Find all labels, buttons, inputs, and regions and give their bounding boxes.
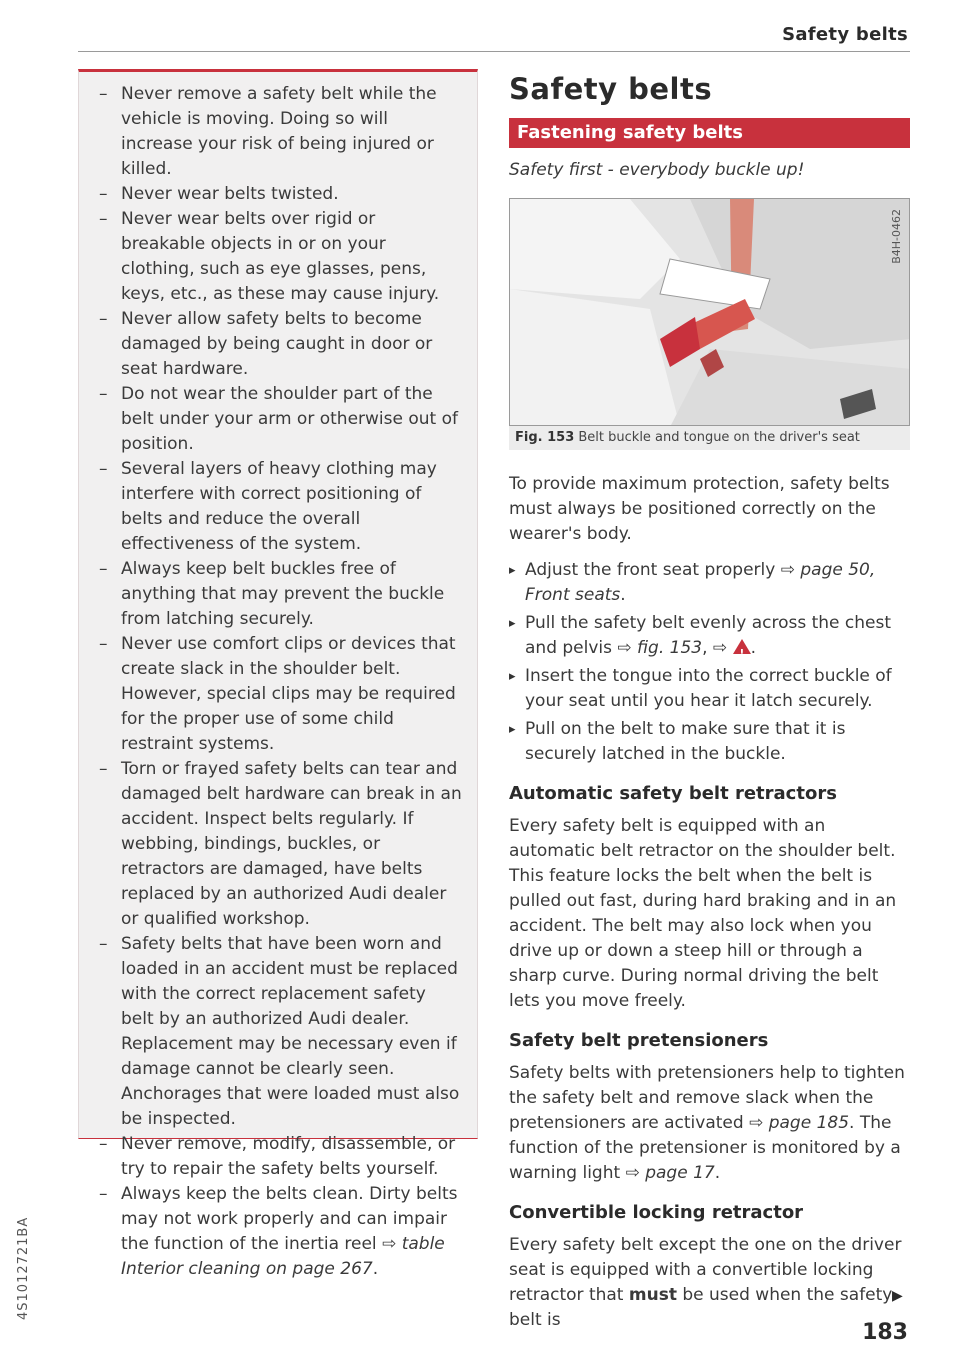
step-item [509, 611, 910, 661]
warning-item: – Never remove a safety belt while the vehicle is moving. Doing so will increase your risk of being injured or killed. [99, 82, 463, 182]
pretensioners-text [509, 1061, 910, 1186]
header-rule [78, 51, 910, 52]
pretensioners-text-b: . The function of the pretensioner is monitored by a warning light [509, 1113, 901, 1183]
convertible-retractor-text [509, 1233, 910, 1333]
page-17-link[interactable]: ⇨ page 17 [625, 1163, 715, 1183]
step-mid: , ⇨ [702, 638, 733, 658]
pretensioners-text-a: Safety belts with pretensioners help to tighten the safety belt and remove slack when the pretensioners are activated [509, 1063, 905, 1133]
front-seats-link[interactable]: ⇨ page 50, Front seats [525, 560, 876, 605]
step-end: . [620, 585, 626, 605]
auto-retractors-text: Every safety belt is equipped with an automatic belt retractor on the shoulder belt. This feature locks the belt when the belt is pulled out fast, during hard braking and in an accident. The belt may also lock when you drive up or down a steep hill or through a sharp curve. During normal driving the belt lets you move freely. [509, 816, 897, 1011]
warning-item: – Never remove, modify, disassemble, or try to repair the safety belts yourself. [99, 1132, 463, 1182]
warning-box [78, 69, 478, 1279]
warning-item: – Never wear belts twisted. [99, 182, 463, 207]
warning-item: – Several layers of heavy clothing may interfere with correct positioning of belts and reduce the overall effectiveness of the system. [99, 457, 463, 557]
convertible-retractor-heading: Convertible locking retractor [509, 1202, 804, 1223]
step-list [509, 558, 910, 767]
page-number: 183 [862, 1320, 908, 1345]
warning-item: – Never allow safety belts to become damaged by being caught in door or seat hardware. [99, 307, 463, 382]
page-185-link[interactable]: ⇨ page 185 [749, 1113, 850, 1133]
warning-item-end: . [372, 1259, 379, 1279]
document-code: 4S1012721BA [16, 1216, 31, 1320]
continue-arrow-icon: ▶ [892, 1288, 903, 1304]
convertible-emphasis: must [628, 1285, 677, 1305]
section-subtitle: Safety first - everybody buckle up! [509, 160, 805, 180]
auto-retractors-heading: Automatic safety belt retractors [509, 783, 837, 804]
step-text: Adjust the front seat properly [525, 560, 781, 580]
warning-item-last [99, 1182, 463, 1282]
warning-item: – Torn or frayed safety belts can tear and damaged belt hardware can break in an accident. Inspect belts regularly. If webbing, bindings, buckles, or retractors are damaged, have belts replaced by an authorized Audi dealer or qualified workshop. [99, 757, 463, 932]
figure-label: Fig. 153 [515, 430, 575, 445]
interior-cleaning-link[interactable]: ⇨ table Interior cleaning on page 267 [121, 1234, 445, 1279]
figure-code: B4H-0462 [890, 209, 903, 264]
pretensioners-text-c: . [714, 1163, 721, 1183]
intro-paragraph: To provide maximum protection, safety belts must always be positioned correctly on the wearer's body. [509, 474, 890, 544]
step-item [509, 558, 910, 608]
figure-caption-text: Belt buckle and tongue on the driver's seat [578, 430, 860, 445]
belt-buckle-illustration [509, 198, 910, 426]
running-header-title: Safety belts [782, 24, 908, 45]
warning-item: – Safety belts that have been worn and loaded in an accident must be replaced with the correct replacement safety belt by an authorized Audi dealer. Replacement may be necessary even if damage cannot be clearly seen. Anchorages that were loaded must also be inspected. [99, 932, 463, 1132]
warning-item: – Never wear belts over rigid or breakable objects in or on your clothing, such as eye glasses, pens, keys, etc., as these may cause injury. [99, 207, 463, 307]
warning-triangle-icon[interactable] [733, 639, 751, 654]
step-text: Pull the safety belt evenly across the chest and pelvis [525, 613, 892, 658]
step-item: ▸ Pull on the belt to make sure that it is securely latched in the buckle. [509, 717, 910, 767]
step-end: . [750, 638, 756, 658]
warning-list [79, 72, 477, 1282]
convertible-text-b: be used when the safety belt is [509, 1285, 893, 1330]
page-title: Safety belts [509, 72, 713, 106]
warning-item-text: Always keep the belts clean. Dirty belts may not work properly and can impair the function of the inertia reel [121, 1184, 458, 1254]
warning-item: – Never use comfort clips or devices that create slack in the shoulder belt. However, special clips may be required for the proper use of some child restraint systems. [99, 632, 463, 757]
figure-153-link[interactable]: ⇨ fig. 153 [617, 638, 703, 658]
content-column [509, 472, 910, 1333]
belt-buckle-drawing [510, 199, 910, 426]
pretensioners-heading: Safety belt pretensioners [509, 1030, 769, 1051]
step-item: ▸ Insert the tongue into the correct buckle of your seat until you hear it latch securely. [509, 664, 910, 714]
figure-caption [509, 426, 910, 450]
warning-item: – Do not wear the shoulder part of the belt under your arm or otherwise out of position. [99, 382, 463, 457]
convertible-text-a: Every safety belt except the one on the driver seat is equipped with a convertible locking retractor that [509, 1235, 902, 1305]
section-heading-bar: Fastening safety belts [509, 118, 910, 148]
warning-item: – Always keep belt buckles free of anything that may prevent the buckle from latching securely. [99, 557, 463, 632]
